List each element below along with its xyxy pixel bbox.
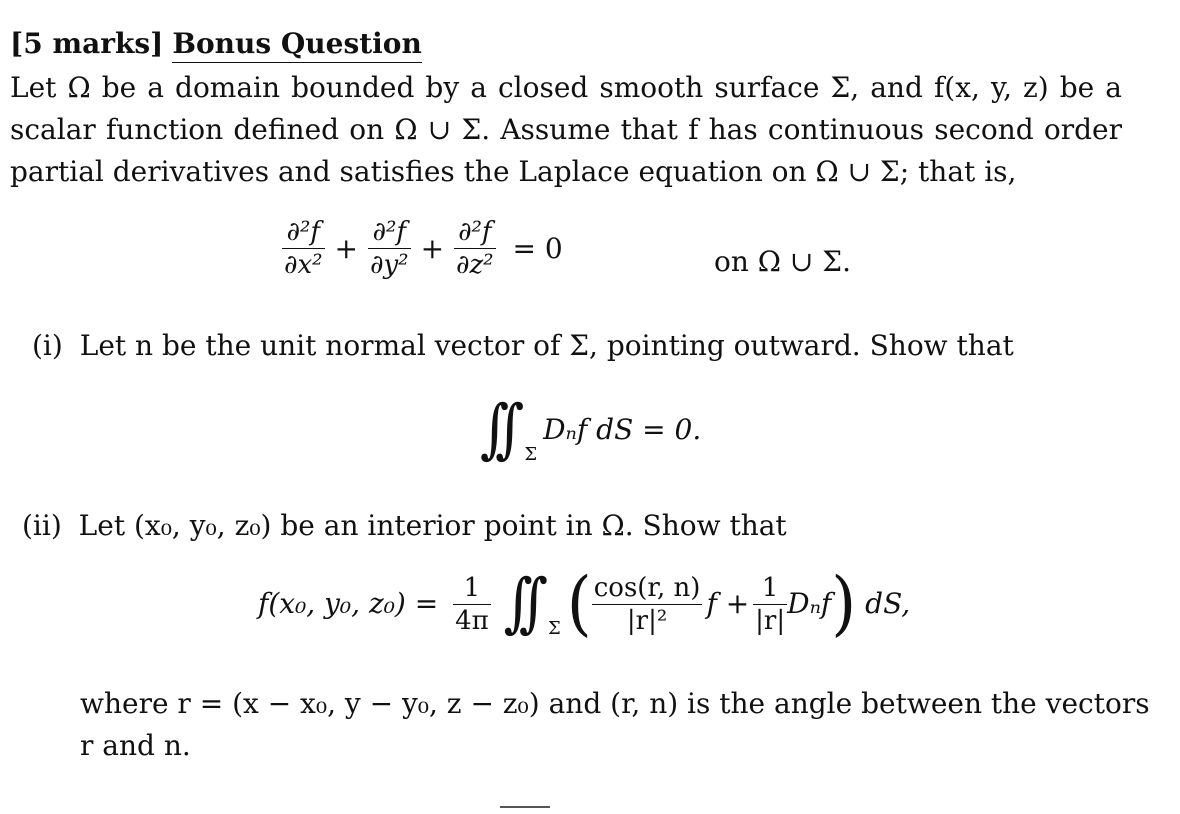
part-i-label: (i) [32, 329, 63, 362]
laplace-equals: = 0 [512, 231, 563, 265]
integral-domain-sigma: Σ [524, 443, 538, 465]
part-i-integral [480, 392, 702, 467]
normal-derivative: Dₙf [787, 587, 832, 620]
right-paren: ) [831, 563, 857, 645]
double-integral-sign-2: ∫∫ [503, 566, 535, 641]
question-heading [10, 28, 422, 60]
marks-label: [5 marks] [10, 27, 164, 60]
intro-line-1: Let Ω be a domain bounded by a closed smooth surface Σ, and f(x, y, z) be a [10, 71, 1122, 104]
double-integral-sign: ∫∫ [480, 392, 511, 467]
where-line-2: r and n. [80, 729, 191, 762]
cutoff-text-fragment [490, 800, 570, 814]
part-ii-formula [258, 563, 911, 645]
cosine-fraction: $\frac{\cos(r, n)}{\text{|r|²}}$ [593, 572, 701, 636]
laplace-term-x: $\frac{\text{∂²f}}{\text{∂x²}}$ [284, 217, 323, 280]
left-paren: ( [566, 563, 592, 645]
laplace-equation: $\frac{\text{∂²f}}{\text{∂x²}}$ + $\frac{\text{∂²f}}{\text{∂y²}}$ + $\frac{\text{∂²f}}{\text{∂z²}}$ = 0 [284, 217, 563, 280]
part-i-text: Let n be the unit normal vector of Σ, pointing outward. Show that [79, 329, 1014, 362]
part-ii-label: (ii) [22, 509, 62, 542]
where-line-1: where r = (x − x₀, y − y₀, z − z₀) and (r, n) is the angle between the vectors [80, 687, 1150, 720]
surface-element: dS, [865, 587, 911, 620]
part-ii-statement [22, 510, 787, 542]
intro-line-3: partial derivatives and satisfies the Laplace equation on Ω ∪ Σ; that is, [10, 155, 1017, 188]
laplace-term-y: $\frac{\text{∂²f}}{\text{∂y²}}$ [370, 217, 409, 280]
part-i-integrand: Dₙf dS = 0. [543, 413, 702, 446]
part-i-statement [32, 330, 1014, 362]
part-ii-text: Let (x₀, y₀, z₀) be an interior point in Ω. Show that [78, 509, 787, 542]
coefficient-fraction: $\frac{1}{4\pi}$ [455, 572, 489, 636]
question-title: Bonus Question [172, 27, 422, 63]
intro-line-2: scalar function defined on Ω ∪ Σ. Assume that f has continuous second order [10, 113, 1122, 146]
laplace-term-z: $\frac{\text{∂²f}}{\text{∂z²}}$ [456, 217, 494, 280]
integral-domain-sigma-2: Σ [548, 617, 561, 639]
f-plus: f + [706, 587, 750, 620]
laplace-domain: on Ω ∪ Σ. [714, 245, 851, 278]
inverse-r-fraction: $\frac{1}{|r|}$ [755, 572, 786, 636]
formula-lhs: f(x₀, y₀, z₀) = [258, 587, 439, 620]
